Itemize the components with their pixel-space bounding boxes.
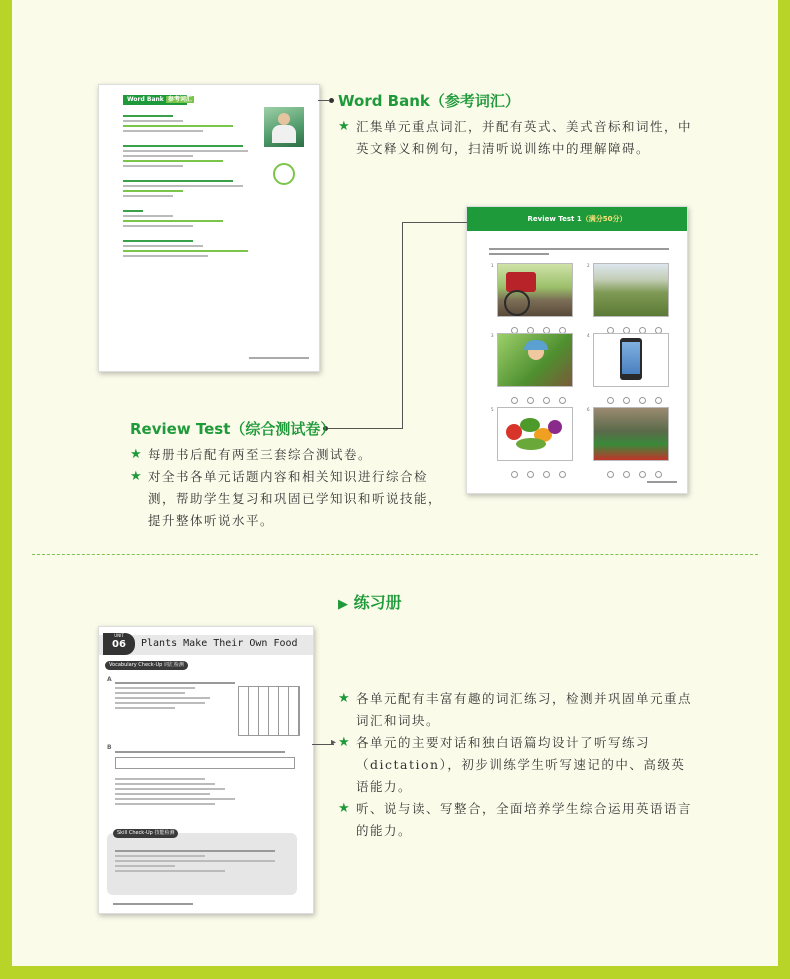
review-test-page-thumbnail [466, 206, 688, 494]
star-icon: ★ [338, 691, 352, 706]
word-bank-page-text [123, 115, 253, 260]
bullet-item: ★ 各单元配有丰富有趣的词汇练习，检测并巩固单元重点词汇和词块。 [338, 688, 694, 732]
star-icon: ★ [130, 447, 144, 462]
star-icon: ★ [338, 801, 352, 816]
section-b-lines [115, 775, 235, 808]
word-bank-page-photo [264, 107, 304, 147]
review-test-page-footer [647, 481, 677, 483]
word-bank-page-header: Word Bank 参考词汇 [123, 95, 187, 105]
workbook-title: ▶ 练习册 [338, 593, 402, 612]
section-a-lines [115, 679, 235, 712]
bullet-item: ★ 每册书后配有两至三套综合测试卷。 [130, 444, 450, 466]
question-number: 6 [587, 407, 590, 412]
workbook-bullets [338, 688, 694, 842]
question-number: 2 [587, 263, 590, 268]
review-test-instructions [489, 245, 669, 258]
workbook-page-thumbnail [98, 626, 314, 914]
word-bank-bullets [338, 116, 694, 160]
answer-dots [607, 389, 671, 408]
review-test-page-header: Review Test 1（满分50分） [467, 207, 687, 231]
girl-with-plants-photo [497, 333, 573, 387]
skill-section-box [107, 830, 297, 895]
answer-dots [511, 389, 575, 408]
bullet-item: ★ 汇集单元重点词汇，并配有英式、美式音标和词性，中英文释义和例句，扫清听说训练中的理解障碍。 [338, 116, 694, 160]
page-canvas [12, 0, 778, 966]
word-bank-page-thumbnail [98, 84, 320, 372]
star-icon: ★ [338, 119, 352, 134]
crossword-grid [239, 687, 299, 735]
question-number: 4 [587, 333, 590, 338]
phone-photo [593, 333, 669, 387]
bullet-item: ★ 各单元的主要对话和独白语篇均设计了听写练习（dictation），初步训练学生听写速记的中、高级英语能力。 [338, 732, 694, 798]
arrow-right-icon: ▸ [331, 737, 337, 748]
answer-dots [607, 463, 671, 482]
word-bank-page-footer [249, 357, 309, 359]
answer-dots [511, 463, 575, 482]
rickshaw-photo [497, 263, 573, 317]
word-box [115, 757, 295, 769]
section-b-label: B [107, 744, 112, 751]
skill-section-header: Skill Check-Up 技能检测 [113, 829, 178, 838]
connector-line [402, 222, 467, 429]
review-test-title: Review Test（综合测试卷） [130, 420, 336, 438]
vegetables-photo [497, 407, 573, 461]
section-b-instruction [115, 748, 285, 756]
vocab-section-header: Vocabulary Check-Up 词汇检测 [105, 661, 188, 670]
farmland-photo [593, 263, 669, 317]
star-icon: ★ [338, 735, 352, 750]
unit-badge: UNIT 06 [103, 633, 135, 655]
section-a-label: A [107, 676, 112, 683]
review-test-bullets [130, 444, 450, 532]
connector-line [328, 222, 402, 429]
market-photo [593, 407, 669, 461]
bullet-item: ★ 听、说与读、写整合，全面培养学生综合运用英语语言的能力。 [338, 798, 694, 842]
question-number: 3 [491, 333, 494, 338]
bullet-item: ★ 对全书各单元话题内容和相关知识进行综合检测，帮助学生复习和巩固已学知识和听说技能，提升整体听说水平。 [130, 466, 450, 532]
triangle-right-icon: ▶ [338, 597, 348, 612]
word-bank-title: Word Bank（参考词汇） [338, 92, 520, 110]
workbook-page-footer [113, 903, 193, 905]
star-icon: ★ [130, 469, 144, 484]
question-number: 5 [491, 407, 494, 412]
connector-line [318, 100, 330, 101]
question-number: 1 [491, 263, 494, 268]
word-bank-page-audio-icon [273, 163, 295, 185]
unit-title: Plants Make Their Own Food [141, 638, 298, 649]
section-divider [32, 554, 758, 555]
